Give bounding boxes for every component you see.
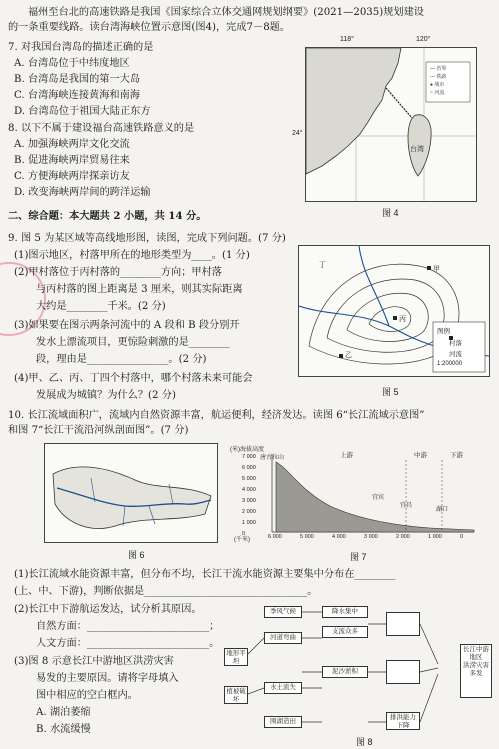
section-2-title: 二、综合题：本大题共 2 小题，共 14 分。 bbox=[8, 210, 207, 222]
segment-middle: 中游 bbox=[414, 452, 427, 459]
profile-xlabel: (千米) bbox=[234, 537, 250, 543]
x-tick-label: 1 000 bbox=[428, 534, 442, 540]
q10-line-8: 图中相应的空白框内。 bbox=[36, 690, 138, 701]
y-tick-label: 2 000 bbox=[242, 509, 256, 515]
box-concentrated-rain: 降水集中 bbox=[322, 606, 368, 618]
q10-line-4: 自然方面：________________________； bbox=[36, 621, 220, 632]
taiwan-strait-map bbox=[292, 36, 477, 202]
profile-graphic bbox=[230, 446, 482, 546]
q9-line-9: 发展成为城镇？为什么？(2 分) bbox=[36, 390, 176, 401]
svg-text:--- 铁路: --- 铁路 bbox=[430, 74, 447, 80]
box-vegetation-damage: 植被破坏 bbox=[224, 686, 248, 704]
y-tick-label: 5 000 bbox=[242, 476, 256, 482]
village-bing: 丙 bbox=[399, 316, 406, 323]
q8-option-d: D. 改变海峡两岸间的跨洋运输 bbox=[14, 187, 151, 198]
segment-upper: 上游 bbox=[340, 452, 353, 459]
figure-8-caption: 图 8 bbox=[356, 737, 373, 747]
q9-line-7: 段，理由是________________。(2 分) bbox=[36, 354, 207, 365]
box-many-tributaries: 支流众多 bbox=[322, 626, 368, 638]
x-tick-label: 4 000 bbox=[332, 534, 346, 540]
profile-ylabel: (米)海拔高度 bbox=[230, 447, 264, 453]
q8-stem: 8. 以下不属于建设福台高速铁路意义的是 bbox=[8, 123, 195, 134]
flood-cause-flowchart bbox=[224, 604, 494, 732]
result-region: 长江中游地区 bbox=[463, 646, 489, 661]
y-tick-label: 0 bbox=[242, 531, 246, 537]
q10-line-7: 易发的主要原因。请将字母填入 bbox=[36, 673, 179, 684]
svg-text:~ 河流: ~ 河流 bbox=[430, 90, 445, 96]
y-tick-label: 1 000 bbox=[242, 520, 256, 526]
blank-box-2[interactable] bbox=[386, 660, 420, 684]
fig5-legend-river: 河流 bbox=[449, 351, 462, 358]
figure-4-caption: 图 4 bbox=[382, 208, 399, 218]
q9-line-6: 发水上漂流项目，更惊险刺激的是________ bbox=[36, 337, 230, 348]
y-tick-label: 4 000 bbox=[242, 487, 256, 493]
figure-5-caption: 图 5 bbox=[382, 387, 399, 397]
q9-line-8: (4)甲、乙、丙、丁四个村落中，哪个村落未来可能会 bbox=[14, 373, 253, 384]
q8-option-a: A. 加强海峡两岸文化交流 bbox=[14, 139, 130, 150]
q9-stem: 9. 图 5 为某区域等高线地形图，读图，完成下列问题。(7 分) bbox=[8, 233, 286, 244]
map-label-taiwan: 台湾 bbox=[410, 146, 424, 153]
fig5-legend-title: 图例 bbox=[437, 328, 450, 335]
x-tick-label: 5 000 bbox=[300, 534, 314, 540]
q10-option-b: B. 水流缓慢 bbox=[36, 724, 91, 735]
place-yibin: 宜宾 bbox=[372, 495, 385, 501]
q10-line-5: 人文方面：________________________。 bbox=[36, 638, 220, 649]
fig5-scale: 1:200000 bbox=[437, 361, 463, 367]
village-jia: 甲 bbox=[433, 266, 440, 273]
result-floods: 洪涝灾害多发 bbox=[463, 662, 489, 677]
figure-7-caption: 图 7 bbox=[350, 552, 367, 562]
q10-line-1: (1)长江流域水能资源丰富，但分布不均，长江干流水能资源主要集中分布在________ bbox=[14, 569, 396, 580]
x-tick-label: 2 000 bbox=[396, 534, 410, 540]
y-tick-label: 6 000 bbox=[242, 465, 256, 471]
yangtze-profile-chart bbox=[230, 446, 482, 546]
contour-map bbox=[298, 245, 490, 377]
profile-tanggula: 唐古拉山 bbox=[260, 455, 285, 461]
box-flat-terrain: 地形平坦 bbox=[224, 648, 248, 666]
x-tick-label: 3 000 bbox=[364, 534, 378, 540]
box-monsoon: 季风气候 bbox=[264, 606, 302, 618]
q9-line-2: (2)甲村落位于丙村落的________方向；甲村落 bbox=[14, 267, 222, 278]
yangtze-basin-map bbox=[44, 443, 218, 543]
taiwan-map-graphic bbox=[306, 48, 476, 201]
place-hukou: 湖口 bbox=[436, 507, 449, 513]
fig5-legend-village: 村落 bbox=[449, 340, 462, 347]
q10-line-2: (上、中、下游)，判断依据是________________________________。 bbox=[14, 586, 318, 597]
map-lon-120: 120° bbox=[416, 36, 431, 43]
figure-6-caption: 图 6 bbox=[128, 550, 145, 560]
q9-line-1: (1)图示地区，村落甲所在的地形类型为____。(1 分) bbox=[14, 250, 250, 261]
q10-stem-line-2: 和图 7“长江干流沿河纵剖面图”。(7 分) bbox=[8, 425, 189, 436]
q10-option-a: A. 湖泊萎缩 bbox=[36, 707, 91, 718]
village-ding: 丁 bbox=[319, 262, 326, 269]
q7-option-b: B. 台湾岛是我国的第一大岛 bbox=[14, 74, 141, 85]
q7-option-d: D. 台湾岛位于祖国大陆正东方 bbox=[14, 106, 151, 117]
place-yichang: 宜昌 bbox=[400, 503, 413, 509]
q10-line-6: (3)图 8 示意长江中游地区洪涝灾害 bbox=[14, 656, 174, 667]
q9-line-4: 大约是________千米。(2 分) bbox=[36, 301, 166, 312]
segment-lower: 下游 bbox=[450, 452, 463, 459]
intro-line-1: 福州至台北的高速铁路是我国《国家综合立体交通网规划纲要》(2021—2035)规划建设 bbox=[28, 7, 424, 18]
box-drainage-decline: 排洪能力下降 bbox=[386, 712, 420, 730]
box-silt-deposit: 泥沙淤积 bbox=[322, 666, 368, 678]
y-tick-label: 3 000 bbox=[242, 498, 256, 504]
box-winding-channel: 河道弯曲 bbox=[264, 632, 302, 644]
y-tick-label: 7 000 bbox=[242, 454, 256, 460]
blank-box-1[interactable] bbox=[386, 612, 420, 636]
x-tick-label: 0 bbox=[460, 534, 464, 540]
village-yi: 乙 bbox=[345, 352, 352, 359]
box-soil-erosion: 水土流失 bbox=[264, 682, 302, 694]
box-lake-reclaim: 围湖造田 bbox=[264, 716, 302, 728]
q10-stem-line-1: 10. 长江流域面积广，流域内自然资源丰富，航运便利，经济发达。读图 6“长江流域示意图” bbox=[8, 410, 425, 421]
svg-text:— 省界: — 省界 bbox=[430, 66, 447, 72]
q7-option-a: A. 台湾岛位于中纬度地区 bbox=[14, 58, 130, 69]
q10-line-3: (2)长江中下游航运发达，试分析其原因。 bbox=[14, 604, 202, 615]
q9-line-3: 与丙村落的图上距离是 3 厘米，则其实际距离 bbox=[36, 284, 243, 295]
q9-line-5: (3)如果要在图示两条河流中的 A 段和 B 段分别开 bbox=[14, 320, 240, 331]
q8-option-c: C. 方便海峡两岸探亲访友 bbox=[14, 171, 130, 182]
map-lat-24: 24° bbox=[292, 130, 303, 137]
q8-option-b: B. 促进海峡两岸贸易往来 bbox=[14, 155, 130, 166]
q7-stem: 7. 对我国台湾岛的描述正确的是 bbox=[8, 42, 154, 53]
svg-text:● 城市: ● 城市 bbox=[430, 82, 445, 88]
yangtze-basin-graphic bbox=[45, 444, 217, 542]
intro-line-2: 的一条重要线路。读台湾海峡位置示意图(图4)，完成7－8题。 bbox=[8, 22, 291, 33]
q7-option-c: C. 台湾海峡连接黄海和南海 bbox=[14, 90, 140, 101]
box-flood-result bbox=[460, 644, 492, 698]
map-lon-118: 118° bbox=[340, 36, 354, 43]
x-tick-label: 6 000 bbox=[268, 534, 282, 540]
